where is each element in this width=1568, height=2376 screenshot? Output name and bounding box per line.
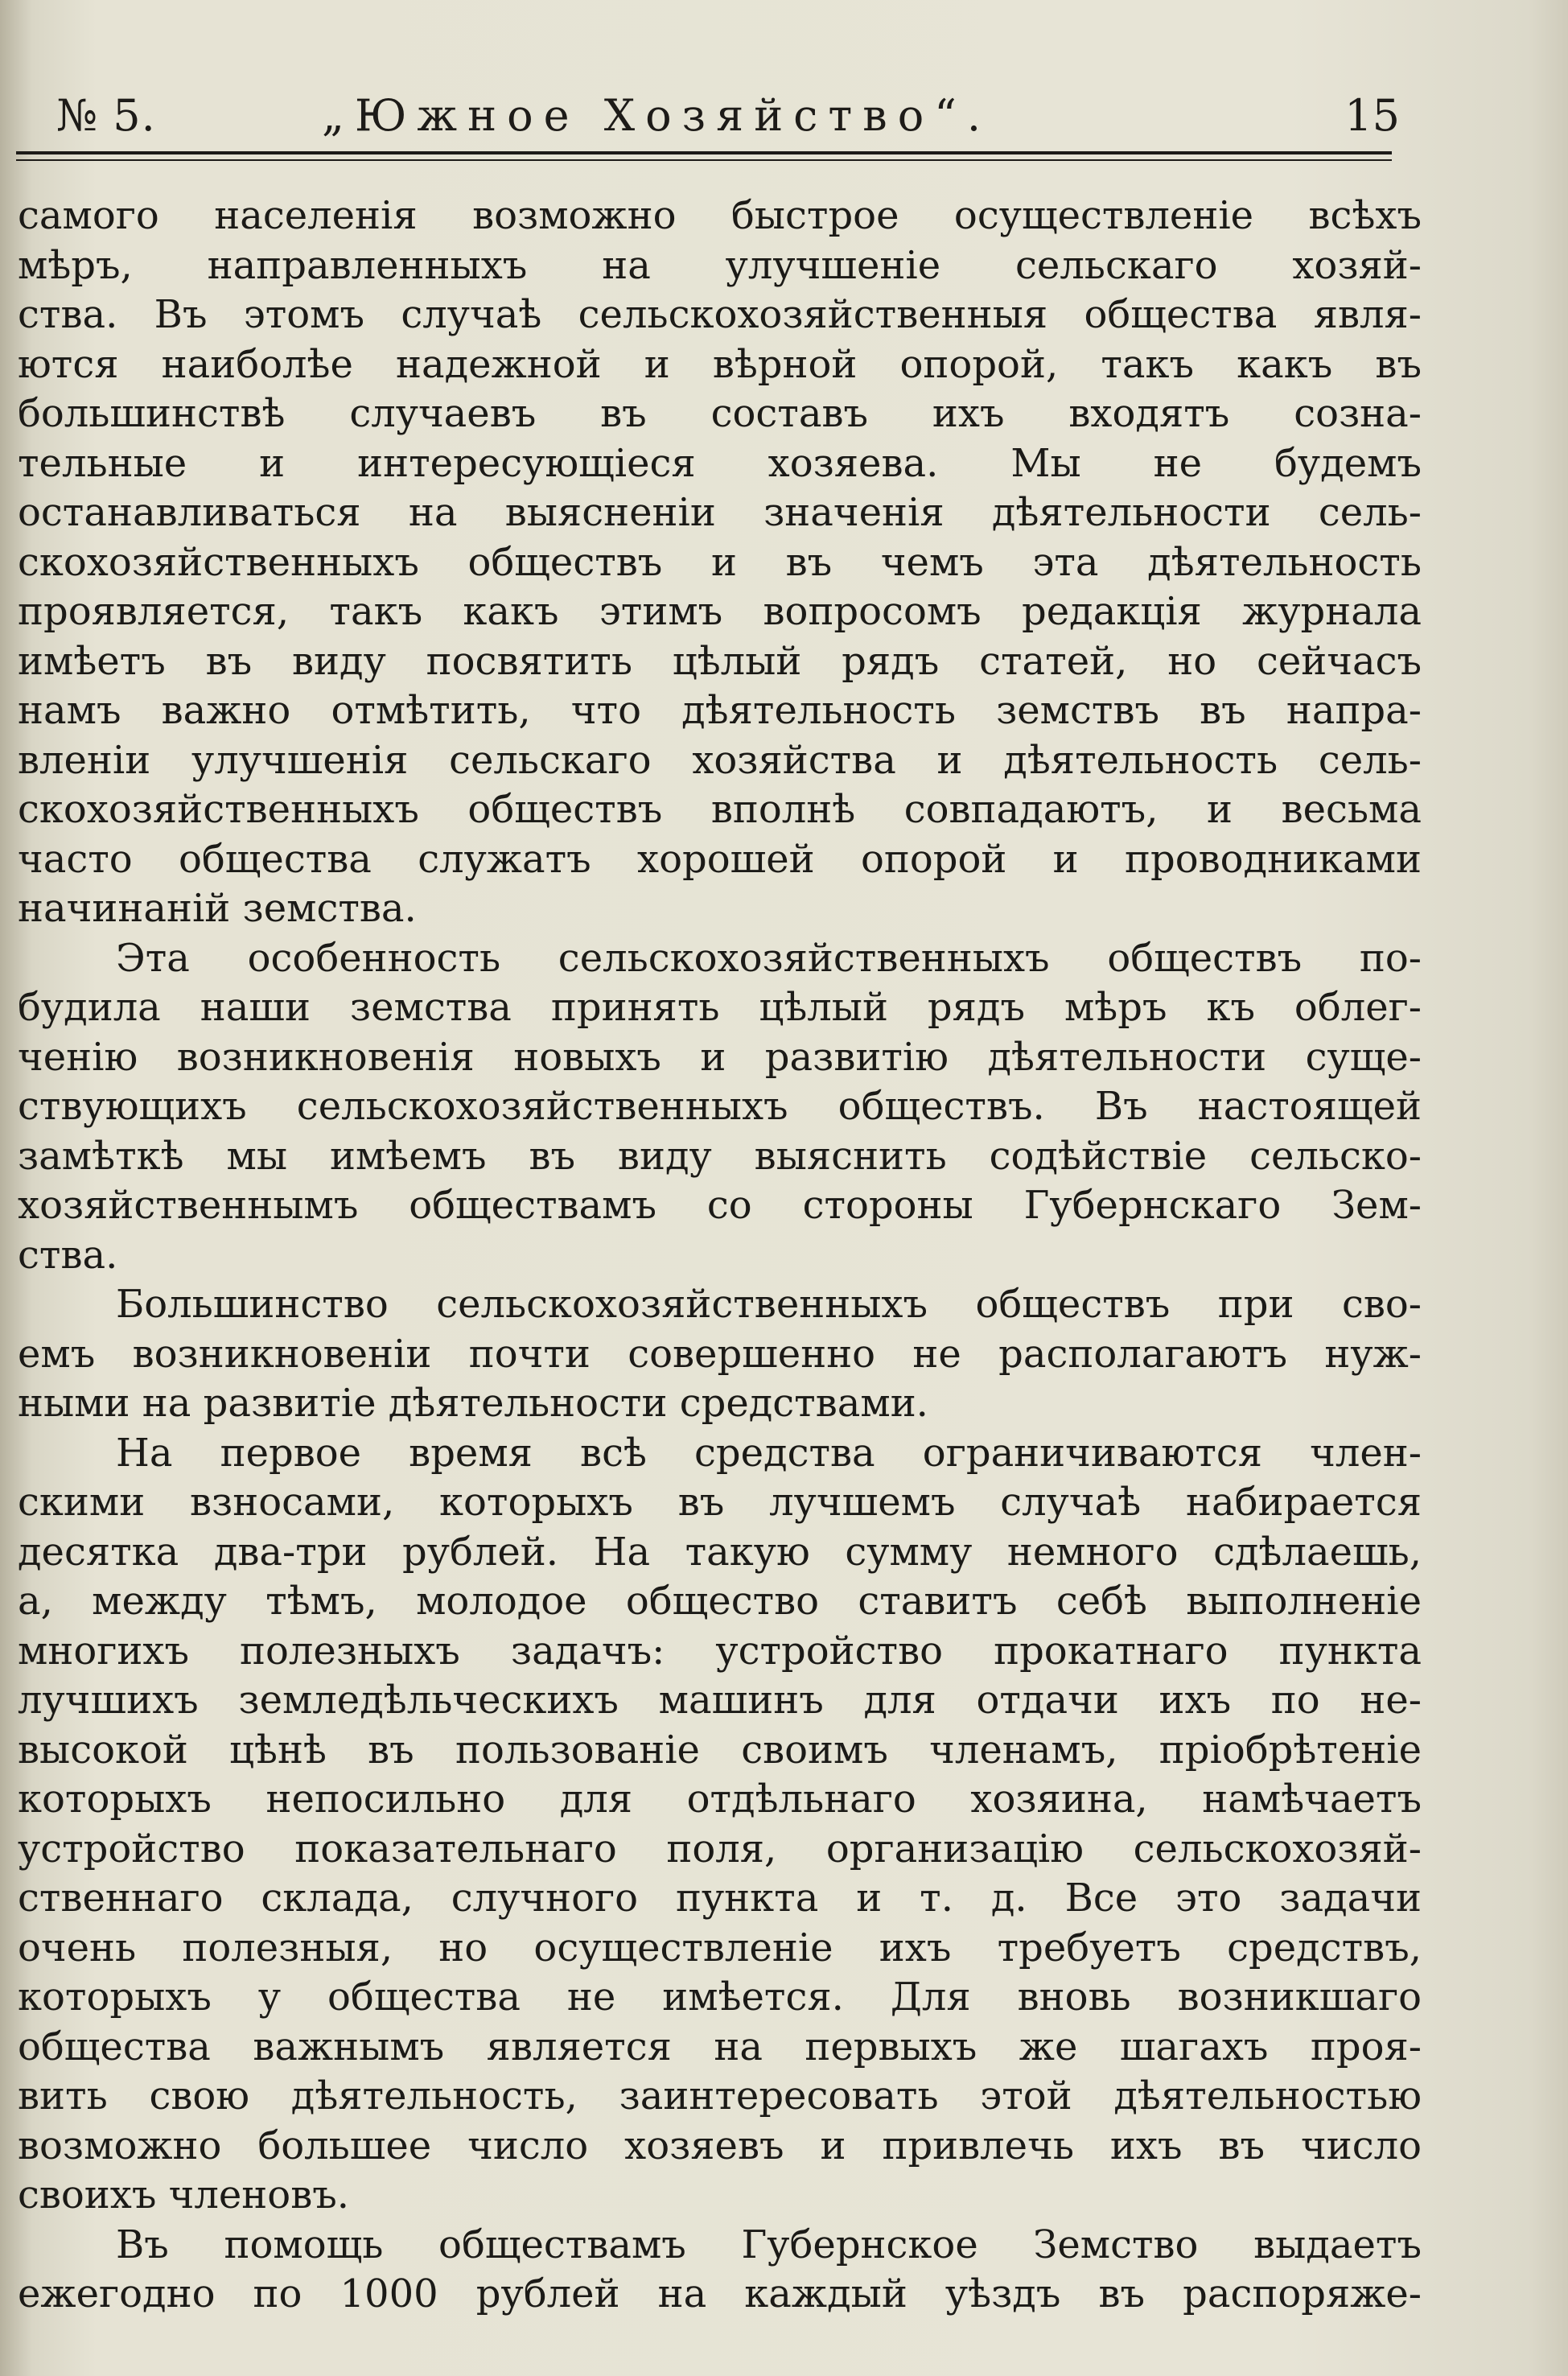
issue-number: № 5. [56, 90, 156, 141]
text-line: высокой цѣнѣ въ пользованіе своимъ членамъ, пріобрѣтеніе [18, 1727, 1422, 1773]
paragraph-start-line: Большинство сельскохозяйственныхъ обществъ при сво- [116, 1282, 1422, 1327]
paragraph-start-line: Эта особенность сельскохозяйственныхъ обществъ по- [116, 935, 1422, 981]
text-line: ченію возникновенія новыхъ и развитію дѣятельности суще- [18, 1034, 1422, 1080]
text-line: общества важнымъ является на первыхъ же шагахъ проя- [18, 2024, 1422, 2069]
text-line: десятка два-три рублей. На такую сумму немного сдѣлаешь, [18, 1529, 1422, 1575]
text-line: намъ важно отмѣтить, что дѣятельность земствъ въ напра- [18, 688, 1422, 733]
text-line: имѣетъ въ виду посвятить цѣлый рядъ статей, но сейчасъ [18, 638, 1422, 684]
text-line: скохозяйственныхъ обществъ и въ чемъ эта дѣятельность [18, 539, 1422, 585]
text-line: устройство показательнаго поля, организацію сельскохозяй- [18, 1826, 1422, 1872]
paragraph-start-line: Въ помощь обществамъ Губернское Земство выдаетъ [116, 2222, 1422, 2267]
header-rule-thick [16, 151, 1392, 154]
text-line: ежегодно по 1000 рублей на каждый уѣздъ въ распоряже- [18, 2271, 1422, 2316]
header-rule-thin [16, 159, 1392, 161]
text-line: тельные и интересующіеся хозяева. Мы не будемъ [18, 440, 1422, 486]
text-line: будила наши земства принять цѣлый рядъ мѣръ къ облег- [18, 985, 1422, 1030]
text-line: емъ возникновеніи почти совершенно не располагаютъ нуж- [18, 1331, 1422, 1377]
text-line: лучшихъ земледѣльческихъ машинъ для отдачи ихъ по не- [18, 1678, 1422, 1723]
paragraph-end-line: своихъ членовъ. [18, 2172, 350, 2217]
text-line: а, между тѣмъ, молодое общество ставитъ себѣ выполненіе [18, 1579, 1422, 1624]
text-line: мѣръ, направленныхъ на улучшеніе сельскаго хозяй- [18, 242, 1422, 288]
text-line: ственнаго склада, случного пункта и т. д. Все это задачи [18, 1876, 1422, 1921]
text-line: многихъ полезныхъ задачъ: устройство прокатнаго пункта [18, 1628, 1422, 1674]
text-line: замѣткѣ мы имѣемъ въ виду выяснить содѣйствіе сельско- [18, 1133, 1422, 1179]
text-line: скими взносами, которыхъ въ лучшемъ случаѣ набирается [18, 1480, 1422, 1525]
text-line: большинствѣ случаевъ въ составъ ихъ входятъ созна- [18, 391, 1422, 436]
text-line: скохозяйственныхъ обществъ вполнѣ совпадаютъ, и весьма [18, 787, 1422, 832]
text-line: проявляется, такъ какъ этимъ вопросомъ редакція журнала [18, 589, 1422, 634]
page-header [56, 90, 1400, 154]
text-line: очень полезныя, но осуществленіе ихъ требуетъ средствъ, [18, 1925, 1422, 1970]
journal-title: „Южное Хозяйство“. [322, 90, 991, 141]
paragraph-start-line: На первое время всѣ средства ограничиваются член- [116, 1430, 1422, 1476]
text-line: которыхъ у общества не имѣется. Для вновь возникшаго [18, 1975, 1422, 2020]
text-line: останавливаться на выясненіи значенія дѣятельности сель- [18, 490, 1422, 535]
text-line: ются наиболѣе надежной и вѣрной опорой, такъ какъ въ [18, 341, 1422, 387]
text-line: ствующихъ сельскохозяйственныхъ обществъ. Въ настоящей [18, 1084, 1422, 1129]
text-line: которыхъ непосильно для отдѣльнаго хозяина, намѣчаетъ [18, 1777, 1422, 1822]
page-number: 15 [1344, 90, 1400, 141]
paragraph-end-line: ства. [18, 1232, 118, 1278]
article-body [18, 191, 1422, 2320]
text-line: вить свою дѣятельность, заинтересовать этой дѣятельностью [18, 2073, 1422, 2119]
text-line: хозяйственнымъ обществамъ со стороны Губернскаго Зем- [18, 1183, 1422, 1228]
text-line: часто общества служатъ хорошей опорой и проводниками [18, 836, 1422, 882]
paragraph-end-line: начинаній земства. [18, 886, 417, 931]
text-line: возможно большее число хозяевъ и привлечь ихъ въ число [18, 2123, 1422, 2168]
text-line: самого населенія возможно быстрое осуществленіе всѣхъ [18, 193, 1422, 238]
text-line: ства. Въ этомъ случаѣ сельскохозяйственныя общества явля- [18, 292, 1422, 337]
text-line: вленіи улучшенія сельскаго хозяйства и дѣятельность сель- [18, 737, 1422, 783]
paragraph-end-line: ными на развитіе дѣятельности средствами. [18, 1381, 928, 1426]
